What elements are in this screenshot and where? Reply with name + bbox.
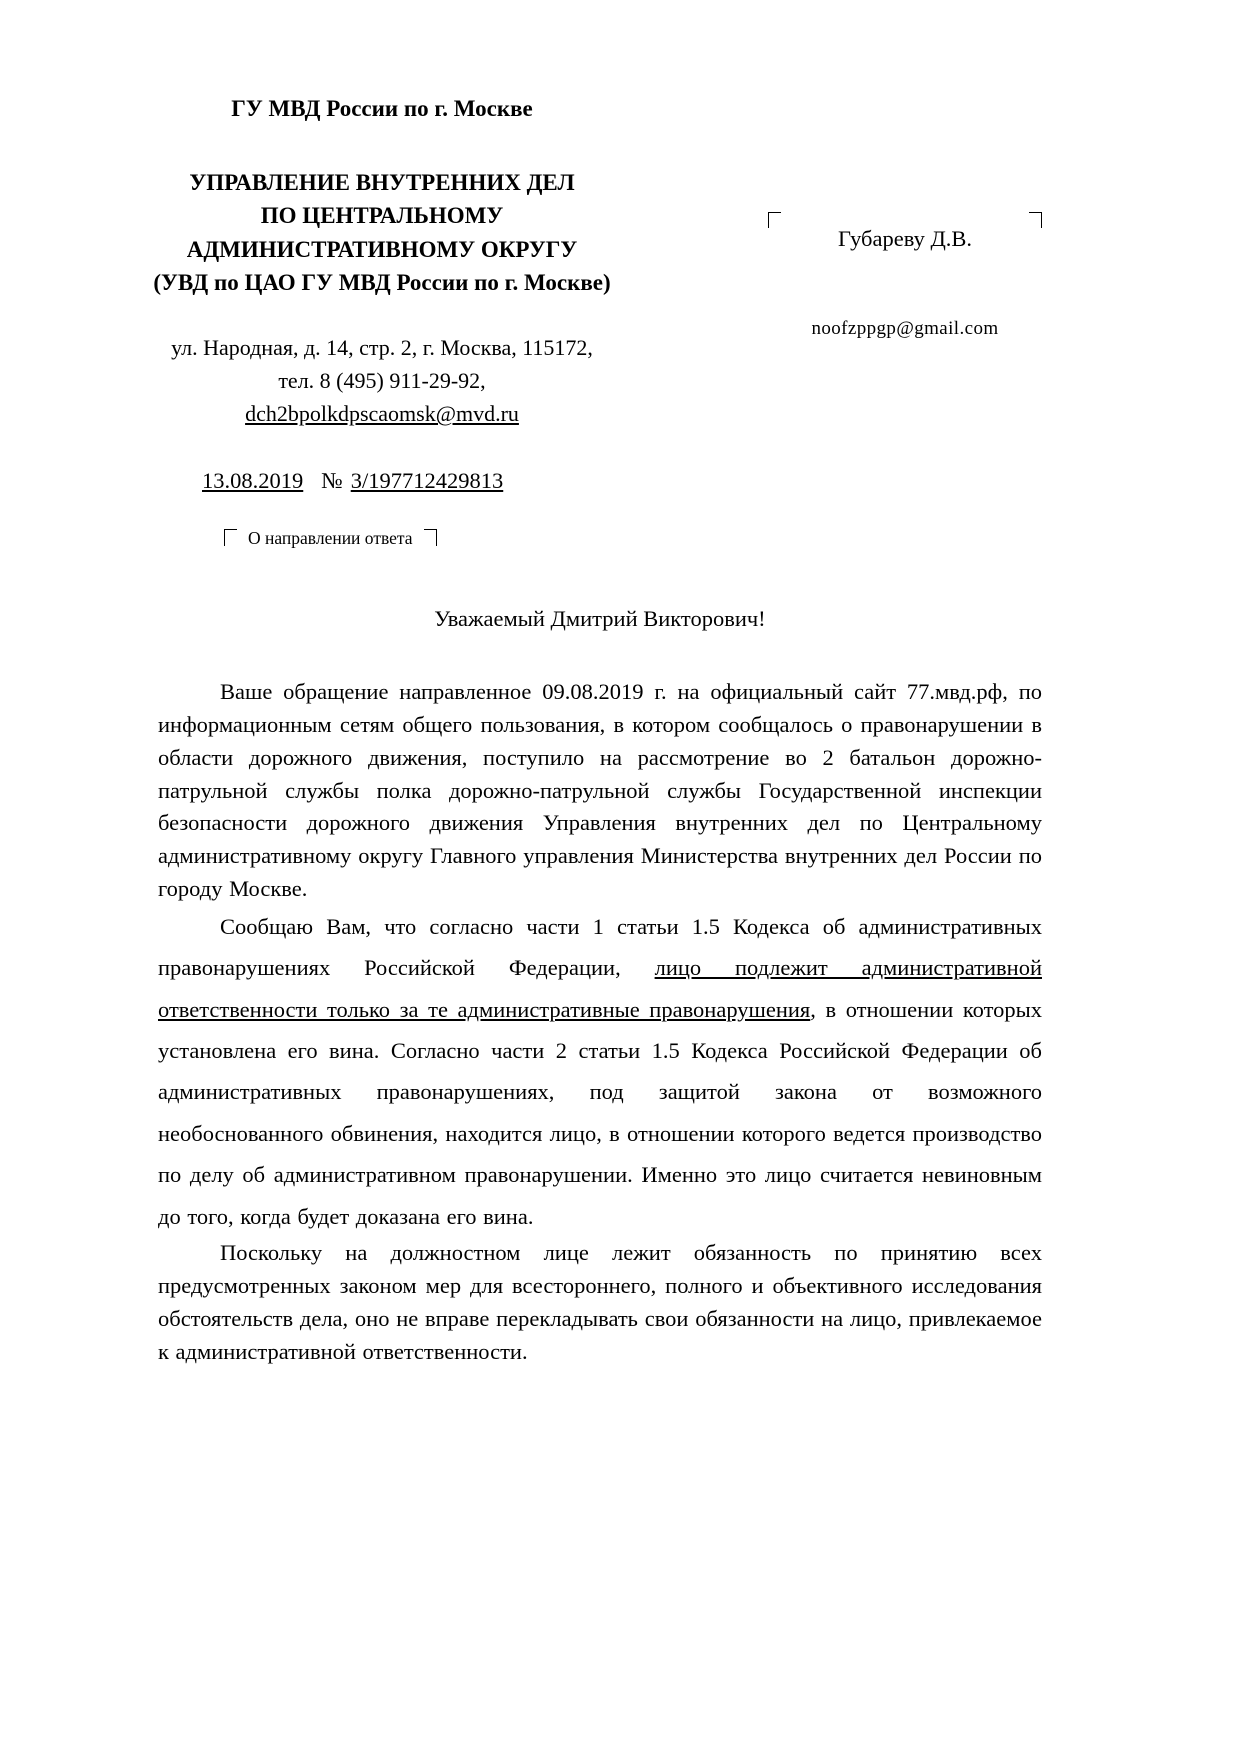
paragraph-3: Поскольку на должностном лице лежит обязанность по принятию всех предусмотренных законом мер для всестороннего, полного и объективного исследования обстоятельств дела, оно не вправе перекладывать свои обязанности на лицо, привлекаемое к административной ответственности. xyxy=(158,1240,1042,1364)
recipient-block xyxy=(768,212,1042,340)
salutation: Уважаемый Дмитрий Викторович! xyxy=(434,606,766,631)
subject-text: О направлении ответа xyxy=(248,528,413,548)
recipient-name: Губареву Д.В. xyxy=(837,226,973,251)
corner-mark-right-icon xyxy=(1029,212,1042,228)
address-line: ул. Народная, д. 14, стр. 2, г. Москва, 115172, xyxy=(171,335,593,361)
org-name-line: (УВД по ЦАО ГУ МВД России по г. Москве) xyxy=(153,270,611,296)
paragraph-1: Ваше обращение направленное 09.08.2019 г. на официальный сайт 77.мвд.рф, по информационным сетям общего пользования, в котором сообщалось о правонарушении в области дорожного движения, поступило на рассмотрение во 2 батальон дорожно-патрульной службы полка дорожно-патрульной службы Государственной инспекции безопасности дорожного движения Управления внутренних дел по Центральному административному округу Главного управления Министерства внутренних дел России по городу Москве. xyxy=(158,679,1042,902)
doc-reference-line xyxy=(202,468,503,494)
doc-date: 13.08.2019 xyxy=(202,468,304,493)
letterhead xyxy=(108,96,656,430)
corner-mark-left-icon xyxy=(224,529,237,546)
recipient-email: noofzppgp@gmail.com xyxy=(811,318,999,339)
doc-number: 3/197712429813 xyxy=(350,468,504,493)
address-line: тел. 8 (495) 911-29-92, xyxy=(278,368,486,394)
org-email-link[interactable]: dch2bpolkdpscaomsk@mvd.ru xyxy=(245,401,519,427)
corner-mark-right-icon xyxy=(424,529,437,546)
org-name-line: ПО ЦЕНТРАЛЬНОМУ xyxy=(260,203,504,229)
letter-body xyxy=(158,606,1042,1368)
paragraph-2-text-after: , в отношении которых установлена его вина. Согласно части 2 статьи 1.5 Кодекса Российской Федерации об административных правонарушениях, под защитой закона от возможного необоснованного обвинения, находится лицо, в отношении которого ведется производство по делу об административном правонарушении. Именно это лицо считается невиновным до того, когда будет доказана его вина. xyxy=(158,996,1042,1229)
org-name xyxy=(108,166,656,299)
org-name-line: УПРАВЛЕНИЕ ВНУТРЕННИХ ДЕЛ xyxy=(189,170,575,195)
org-address xyxy=(108,331,656,430)
paragraph-2 xyxy=(158,906,1042,1237)
corner-mark-left-icon xyxy=(768,212,781,228)
underlined-passage: лицо подлежит административной ответственности только за те административные правонарушения xyxy=(158,955,1042,1022)
subject-line xyxy=(224,528,437,549)
org-name-line: АДМИНИСТРАТИВНОМУ ОКРУГУ xyxy=(186,236,578,262)
paragraph-2-text-before: Сообщаю Вам, что согласно части 1 статьи 1.5 Кодекса об административных правонарушениях Российской Федерации, xyxy=(158,913,1042,981)
number-sign: № xyxy=(321,468,343,493)
parent-org-name: ГУ МВД России по г. Москве xyxy=(231,96,533,121)
